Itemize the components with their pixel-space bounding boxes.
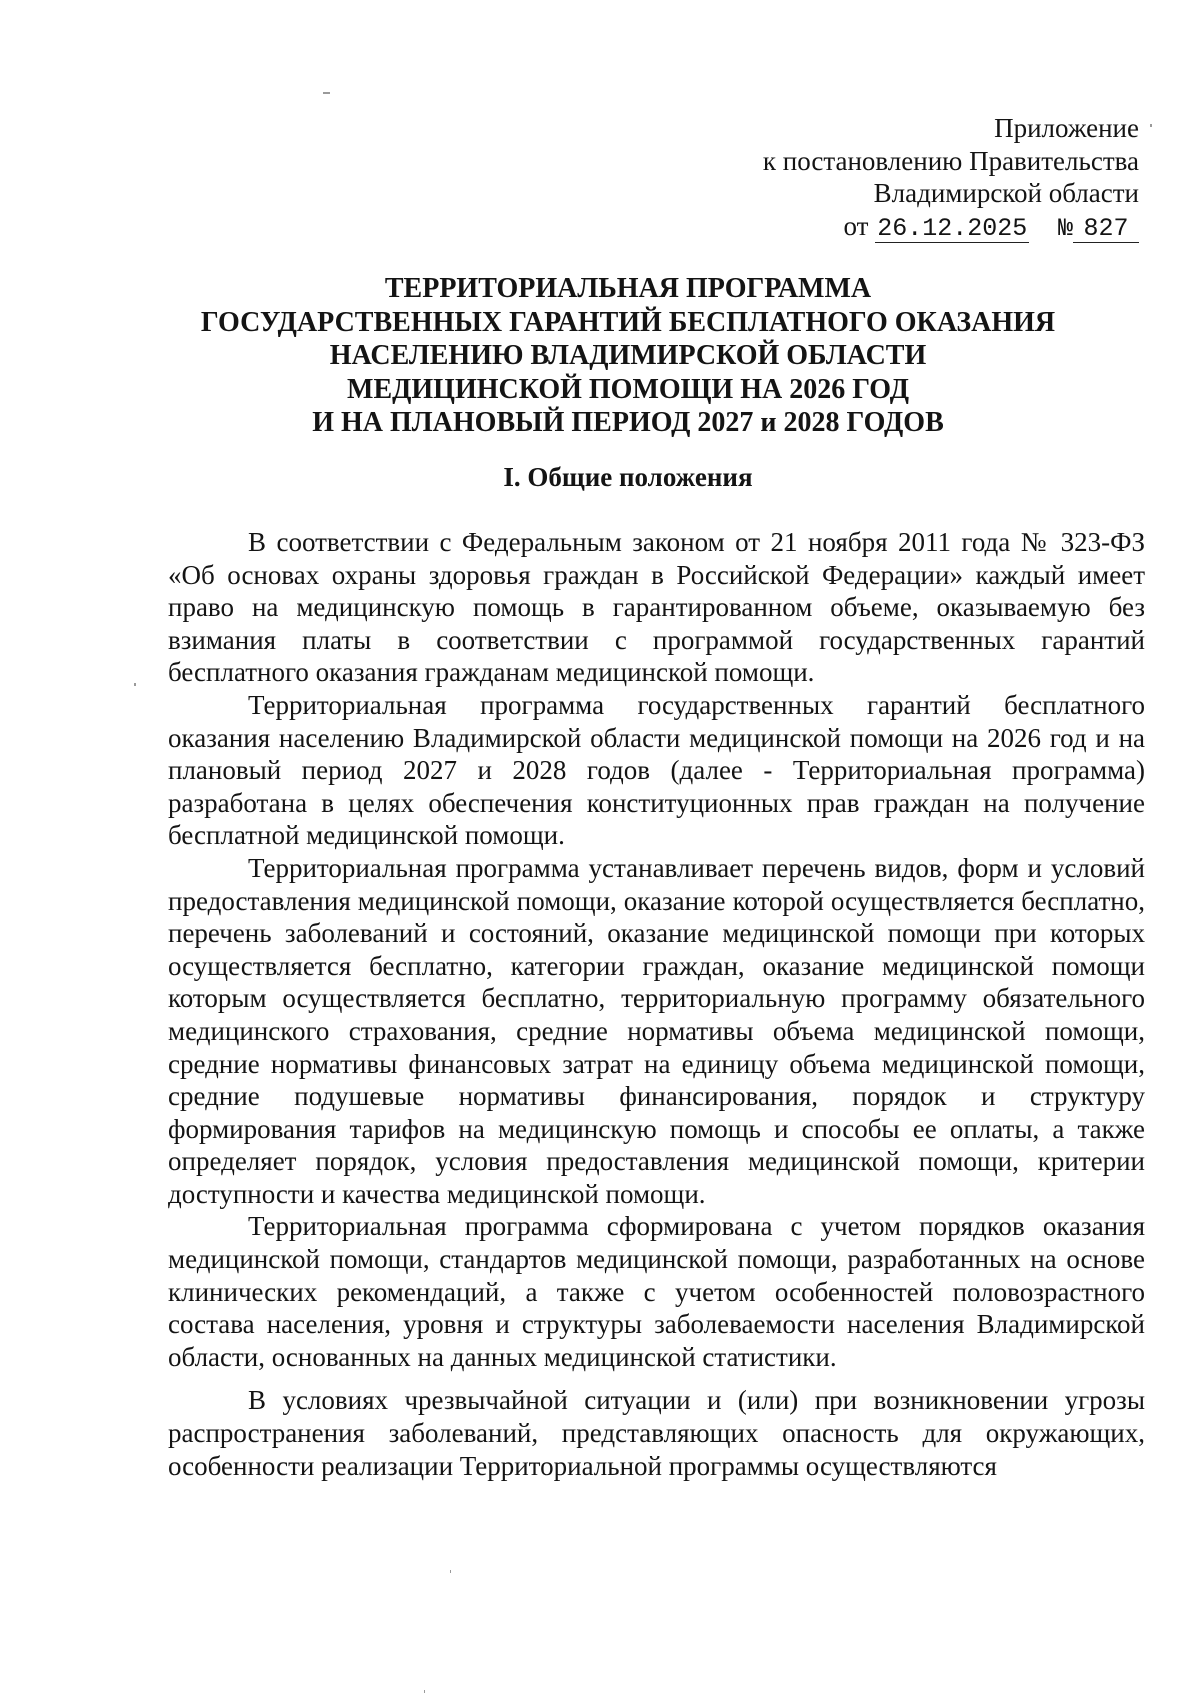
paragraph: Территориальная программа устанавливает перечень видов, форм и условий предоставления медицинской помощи, оказание которой осуществляется бесплатно, перечень заболеваний и состояний, оказание медицинской помощи при которых осуществляется бесплатно, категории граждан, оказание медицинской помощи которым осуществляется бесплатно, территориальную программу обязательного медицинского страхования, средние нормативы объема медицинской помощи, средние нормативы финансовых затрат на единицу объема медицинской помощи, средние подушевые нормативы финансирования, порядок и структуру формирования тарифов на медицинскую помощь и способы ее оплаты, а также определяет порядок, условия предоставления медицинской помощи, критерии доступности и качества медицинской помощи. <box>168 852 1145 1209</box>
scan-speck <box>424 1690 425 1693</box>
scan-speck <box>323 92 330 94</box>
section-heading: I. Общие положения <box>503 462 753 492</box>
appendix-label: Приложение <box>994 113 1139 143</box>
scan-speck <box>134 683 136 686</box>
title-line: ТЕРРИТОРИАЛЬНАЯ ПРОГРАММА <box>384 273 872 304</box>
title-line: ГОСУДАРСТВЕННЫХ ГАРАНТИЙ БЕСПЛАТНОГО ОКАЗАНИЯ <box>200 306 1056 338</box>
resolution-date: 26.12.2025 <box>877 213 1028 243</box>
document-title <box>108 272 1148 440</box>
appendix-resolution-ref: к постановлению Правительства <box>762 145 1139 176</box>
number-prefix: № <box>1057 213 1073 243</box>
title-line: МЕДИЦИНСКОЙ ПОМОЩИ НА 2026 ГОД <box>347 373 909 405</box>
appendix-region: Владимирской области <box>873 178 1139 209</box>
scan-speck <box>450 1570 451 1573</box>
scan-speck <box>1150 124 1152 127</box>
paragraph: В соответствии с Федеральным законом от 21 ноября 2011 года № 323-ФЗ «Об основах охраны здоровья граждан в Российской Федерации» каждый имеет право на медицинскую помощь в гарантированном объеме, оказываемую без взимания платы в соответствии с программой государственных гарантий бесплатного оказания гражданам медицинской помощи. <box>168 527 1145 688</box>
paragraph: Территориальная программа государственных гарантий бесплатного оказания населению Владимирской области медицинской помощи на 2026 год и на плановый период 2027 и 2028 годов (далее - Территориальная программа) разработана в целях обеспечения конституционных прав граждан на получение бесплатной медицинской помощи. <box>168 689 1145 851</box>
paragraph: Территориальная программа сформирована с учетом порядков оказания медицинской помощи, стандартов медицинской помощи, разработанных на основе клинических рекомендаций, а также с учетом особенностей половозрастного состава населения, уровня и структуры заболеваемости населения Владимирской области, основанных на данных медицинской статистики. <box>168 1211 1145 1372</box>
resolution-number: 827 <box>1073 215 1139 243</box>
paragraph: В условиях чрезвычайной ситуации и (или) при возникновении угрозы распространения заболеваний, представляющих опасность для окружающих, особенности реализации Территориальной программы осуществляются <box>168 1385 1145 1481</box>
appendix-date-number-line <box>539 210 1139 243</box>
title-line: И НА ПЛАНОВЫЙ ПЕРИОД 2027 и 2028 ГОДОВ <box>312 407 944 438</box>
date-prefix: от <box>843 210 869 241</box>
document-body <box>168 526 1145 1482</box>
title-line: НАСЕЛЕНИЮ ВЛАДИМИРСКОЙ ОБЛАСТИ <box>329 340 927 371</box>
appendix-block <box>539 112 1139 243</box>
